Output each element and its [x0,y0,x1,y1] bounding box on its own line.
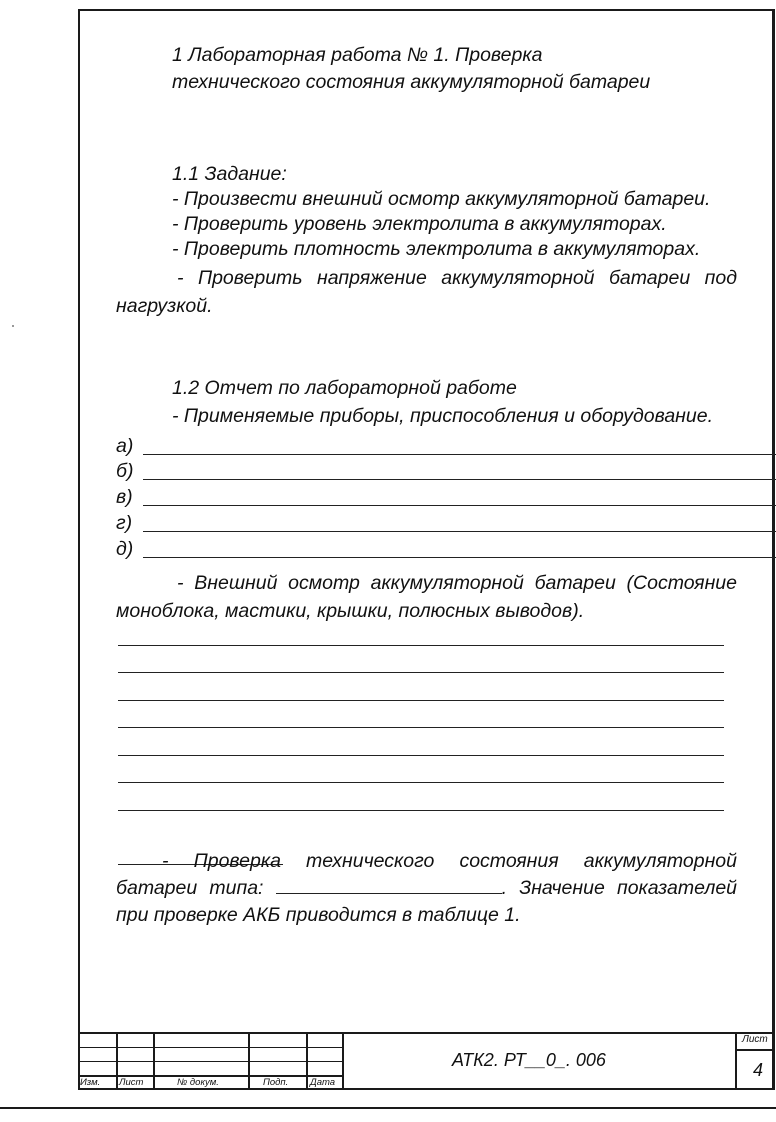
inspection-line-5[interactable] [118,755,724,756]
battery-type-label: батареи типа: [116,877,264,899]
task-item-1: - Произвести внешний осмотр аккумуляторной батареи. [172,188,711,210]
inspection-line-4[interactable] [118,727,724,728]
stamp-top-border [78,1032,775,1034]
fill-line [143,479,776,480]
inspection-line-3[interactable] [118,700,724,701]
document-code: АТК2. РТ__0_. 006 [452,1050,606,1070]
task-item-3: - Проверить плотность электролита в аккумуляторах. [172,238,701,260]
battery-check-line-2 [116,874,737,902]
fill-line [143,531,776,532]
row-label: а) [116,435,134,457]
row-label: б) [116,460,134,482]
stamp-col-line [153,1032,155,1090]
fill-line [143,505,776,506]
stamp-col-line [116,1032,118,1090]
task-title: 1.1 Задание: [172,163,287,185]
row-label: г) [116,512,133,534]
inspection-heading: - Внешний осмотр аккумуляторной батареи (Состояние [177,572,737,594]
equipment-heading: - Применяемые приборы, приспособления и оборудование. [172,405,714,427]
lab-work-heading [172,42,650,96]
stamp-col-line [248,1032,250,1090]
scan-speck [12,325,14,327]
task-item-2: - Проверить уровень электролита в аккумуляторах. [172,213,667,235]
stamp-col-line [342,1032,344,1090]
task-item-4: - Проверить напряжение аккумуляторной батареи под [177,267,737,289]
battery-check-line-3: при проверке АКБ приводится в таблице 1. [116,904,521,926]
fill-line [143,454,776,455]
page-bottom-border [0,1107,776,1109]
col-label-list: Лист [119,1077,144,1088]
inspection-line-1[interactable] [118,645,724,646]
sheet-label: Лист [742,1034,768,1045]
inspection-line-6[interactable] [118,782,724,783]
inspection-line-7[interactable] [118,810,724,811]
heading-line-2: технического состояния аккумуляторной батареи [172,71,651,93]
stamp-row-line-2 [78,1061,343,1062]
stamp-sheet-divider [736,1049,775,1051]
stamp-col-line [735,1032,737,1090]
col-label-date: Дата [310,1077,336,1088]
fill-line [143,557,776,558]
col-label-signature: Подп. [263,1077,289,1088]
battery-type-suffix: . Значение показателей [501,877,738,899]
heading-line-1: 1 Лабораторная работа № 1. Проверка [172,44,543,66]
col-label-izm: Изм. [80,1077,101,1088]
sheet-number: 4 [753,1060,764,1080]
task-item-4-cont: нагрузкой. [116,295,213,317]
inspection-heading-cont: моноблока, мастики, крышки, полюсных выводов). [116,600,585,622]
battery-type-field[interactable] [276,875,502,894]
inspection-line-2[interactable] [118,672,724,673]
row-label: в) [116,486,133,508]
stamp-col-line [306,1032,308,1090]
battery-check-heading: - Проверка технического состояния аккумуляторной [162,850,737,872]
report-title: 1.2 Отчет по лабораторной работе [172,377,517,399]
stamp-row-line-1 [78,1047,343,1048]
row-label: д) [116,538,134,560]
col-label-doc-number: № докум. [177,1077,219,1088]
